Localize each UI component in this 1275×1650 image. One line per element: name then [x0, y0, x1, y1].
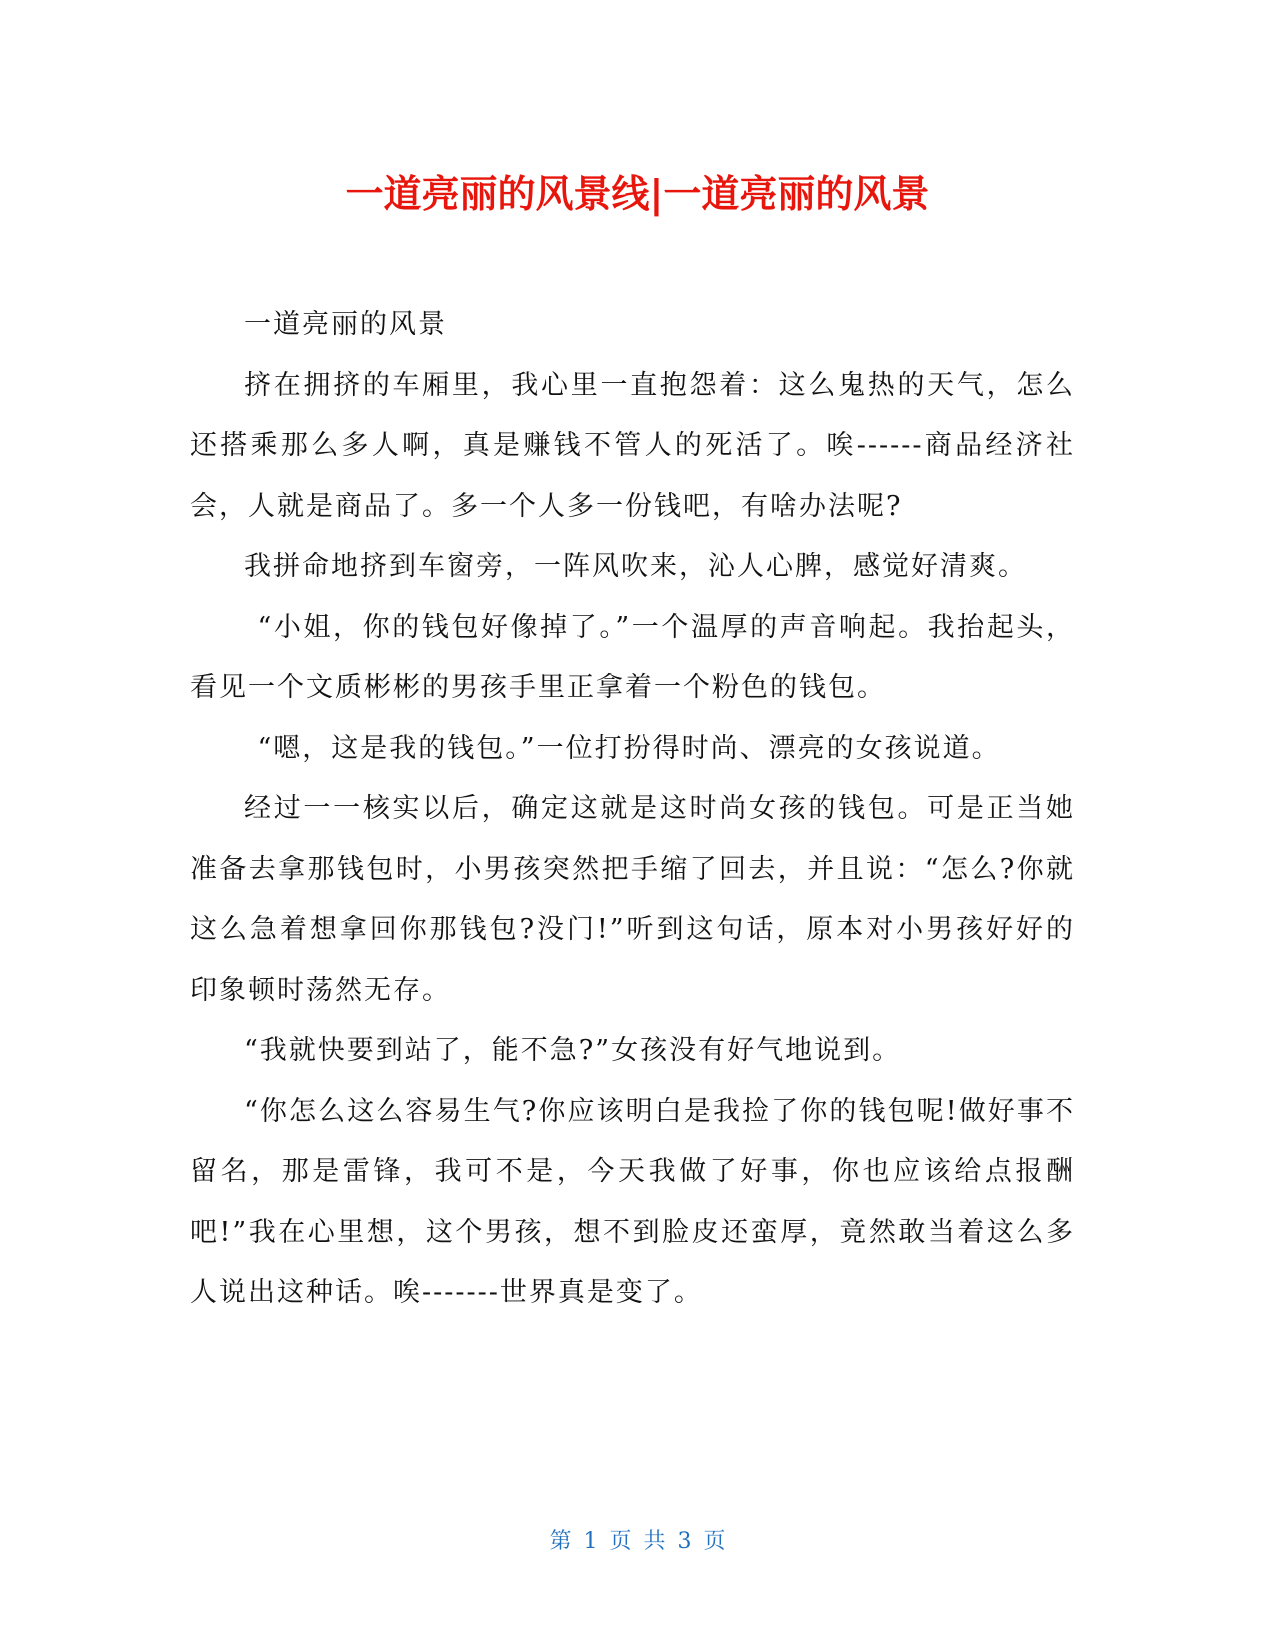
- document-title: 一道亮丽的风景线|一道亮丽的风景: [345, 172, 930, 216]
- footer-label-page: 第: [549, 1529, 572, 1554]
- footer-label-ye2: 页: [703, 1529, 726, 1554]
- paragraph: “我就快要到站了，能不急?”女孩没有好气地说到。: [244, 1035, 902, 1066]
- paragraph: “你怎么这么容易生气?你应该明白是我捡了你的钱包呢!做好事不留名，那是雷锋，我可不是，今天我做了好事，你也应该给点报酬吧!”我在心里想，这个男孩，想不到脸皮还蛮厚，竟然敢当着这么多人说出这种话。唉-------世界真是变了。: [190, 1095, 1075, 1308]
- footer-label-ye: 页: [609, 1529, 632, 1554]
- page-footer: [0, 1527, 1275, 1557]
- footer-page-number: 1: [583, 1529, 598, 1554]
- paragraph: 一道亮丽的风景: [244, 309, 447, 340]
- document-body: [190, 295, 1075, 1324]
- footer-label-total: 共: [643, 1529, 666, 1554]
- footer-total-pages: 3: [677, 1529, 692, 1554]
- paragraph: “嗯，这是我的钱包。”一位打扮得时尚、漂亮的女孩说道。: [257, 732, 1001, 764]
- paragraph: “小姐，你的钱包好像掉了。”一个温厚的声音响起。我抬起头，看见一个文质彬彬的男孩手里正拿着一个粉色的钱包。: [190, 611, 1075, 703]
- paragraph: 挤在拥挤的车厢里，我心里一直抱怨着：这么鬼热的天气，怎么还搭乘那么多人啊，真是赚钱不管人的死活了。唉------商品经济社会，人就是商品了。多一个人多一份钱吧，有啥办法呢?: [190, 369, 1075, 522]
- paragraph: 我拼命地挤到车窗旁，一阵风吹来，沁人心脾，感觉好清爽。: [244, 551, 1027, 582]
- paragraph: 经过一一核实以后，确定这就是这时尚女孩的钱包。可是正当她准备去拿那钱包时，小男孩突然把手缩了回去，并且说：“怎么?你就这么急着想拿回你那钱包?没门!”听到这句话，原本对小男孩好好的印象顿时荡然无存。: [190, 793, 1075, 1006]
